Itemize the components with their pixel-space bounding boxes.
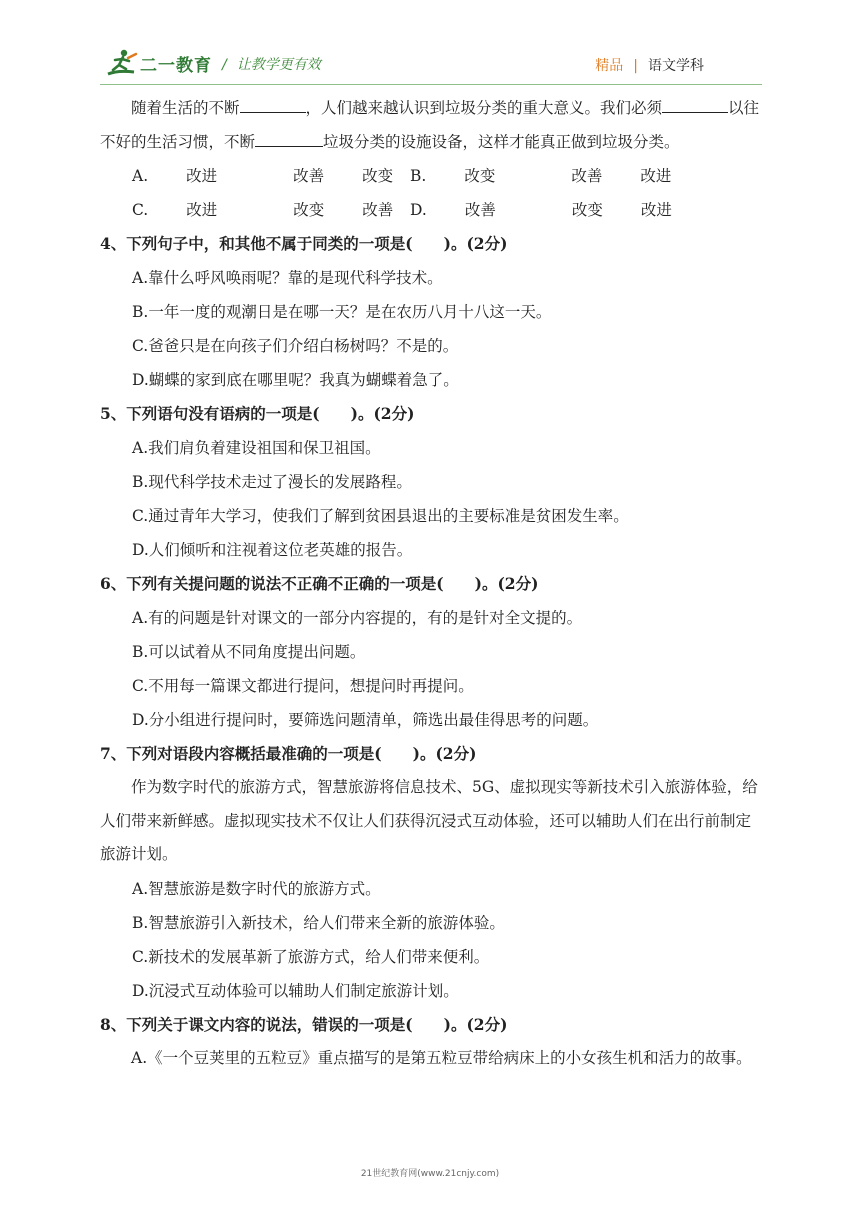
q6-option-a: A.有的问题是针对课文的一部分内容提的，有的是针对全文提的。 — [132, 609, 583, 627]
option-label: B. — [410, 167, 427, 185]
page-header — [0, 0, 860, 92]
q3-options-row-2 — [100, 193, 764, 227]
q6-title: 6、下列有关提问题的说法不正确不正确的一项是( )。(2分) — [100, 574, 539, 593]
q7-option-d: D.沉浸式互动体验可以辅助人们制定旅游计划。 — [132, 981, 459, 1000]
slogan — [222, 54, 321, 74]
q7-title: 7、下列对语段内容概括最准确的一项是( )。(2分) — [100, 744, 477, 763]
q3-stem — [100, 92, 764, 159]
page-footer: 21世纪教育网(www.21cnjy.com) — [360, 1169, 500, 1179]
q3-stem-part4: 垃圾分类的设施设备，这样才能真正做到垃圾分类。 — [323, 132, 680, 151]
q5-option-b: B.现代科学技术走过了漫长的发展路程。 — [132, 473, 412, 491]
blank-2b — [698, 94, 728, 113]
q6-option-d: D.分小组进行提问时，要筛选问题清单，筛选出最佳得思考的问题。 — [132, 711, 599, 729]
q4-option-d: D.蝴蝶的家到底在哪里呢？我真为蝴蝶着急了。 — [132, 371, 459, 389]
q8-title: 8、下列关于课文内容的说法，错误的一项是( )。(2分) — [100, 1014, 508, 1034]
subject-label: 语文学科 — [648, 58, 704, 74]
quality-badge: 精品 — [595, 58, 624, 74]
header-divider — [100, 84, 762, 85]
q6-option-b: B.可以试着从不同角度提出问题。 — [132, 643, 366, 661]
option-word: 改善 — [571, 167, 603, 185]
slogan-text: 让教学更有效 — [236, 57, 321, 73]
option-word: 改变 — [293, 201, 325, 219]
q7-option-a: A.智慧旅游是数字时代的旅游方式。 — [132, 879, 381, 898]
option-word: 改善 — [464, 201, 496, 219]
q3-option-a — [132, 159, 410, 193]
q4-option-a: A.靠什么呼风唤雨呢？靠的是现代科学技术。 — [132, 269, 443, 287]
q3-option-b — [410, 159, 688, 193]
option-word: 改善 — [362, 201, 394, 219]
logo-text: 二一教育 — [140, 55, 212, 76]
q3-options-row-1 — [100, 159, 764, 193]
option-word: 改进 — [186, 201, 218, 219]
q3-stem-part1: 随着生活的不断 — [131, 99, 240, 117]
slash-divider: / — [222, 57, 227, 73]
q4-title: 4、下列句子中，和其他不属于同类的一项是( )。(2分) — [100, 234, 508, 253]
q3-stem-part3: 以往不好的生活习惯，不断 — [100, 99, 760, 151]
q5-option-c: C.通过青年大学习，使我们了解到贫困县退出的主要标准是贫困发生率。 — [132, 507, 629, 525]
q8-option-a: A.《一个豆荚里的五粒豆》重点描写的是第五粒豆带给病床上的小女孩生机和活力的故事。 — [131, 1048, 752, 1067]
option-label: C. — [132, 201, 149, 219]
q3-option-d — [410, 193, 688, 227]
option-word: 改进 — [640, 201, 672, 219]
option-label: A. — [132, 167, 149, 185]
blank-3 — [255, 128, 323, 147]
runner-logo-icon — [104, 48, 138, 78]
q4-option-b: B.一年一度的观潮日是在哪一天？是在农历八月十八这一天。 — [132, 303, 552, 321]
q3-option-c — [132, 193, 410, 227]
q7-option-c: C.新技术的发展革新了旅游方式，给人们带来便利。 — [132, 947, 490, 966]
option-word: 改变 — [362, 167, 394, 185]
option-word: 改变 — [571, 201, 603, 219]
header-right — [595, 55, 704, 75]
logo — [104, 48, 212, 78]
blank-1 — [240, 94, 306, 113]
q4-option-c: C.爸爸只是在向孩子们介绍白杨树吗？不是的。 — [132, 337, 459, 355]
header-separator: | — [633, 58, 638, 74]
q6-option-c: C.不用每一篇课文都进行提问，想提问时再提问。 — [132, 677, 474, 695]
option-word: 改进 — [186, 167, 218, 185]
q7-passage: 作为数字时代的旅游方式，智慧旅游将信息技术、5G、虚拟现实等新技术引入旅游体验，给人们带来新鲜感。虚拟现实技术不仅让人们获得沉浸式互动体验，还可以辅助人们在出行前制定旅游计划。 — [100, 778, 758, 863]
q5-title: 5、下列语句没有语病的一项是( )。(2分) — [100, 404, 415, 423]
option-word: 改变 — [464, 167, 496, 185]
option-word: 改进 — [640, 167, 672, 185]
option-label: D. — [410, 201, 427, 219]
option-word: 改善 — [293, 167, 325, 185]
q7-option-b: B.智慧旅游引入新技术，给人们带来全新的旅游体验。 — [132, 913, 505, 932]
blank-2a — [662, 94, 698, 113]
document-body — [100, 92, 764, 1075]
q5-option-a: A.我们肩负着建设祖国和保卫祖国。 — [132, 439, 381, 457]
q5-option-d: D.人们倾听和注视着这位老英雄的报告。 — [132, 541, 413, 559]
q3-stem-part2: ，人们越来越认识到垃圾分类的重大意义。我们必须 — [305, 99, 663, 117]
